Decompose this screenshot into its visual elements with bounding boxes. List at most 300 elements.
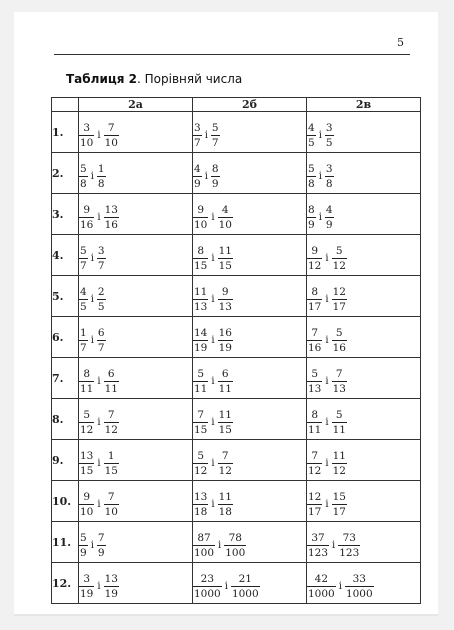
fraction-pair xyxy=(79,409,119,436)
numerator: 1 xyxy=(107,449,115,462)
separator: і xyxy=(204,129,208,141)
fraction-bar xyxy=(193,504,208,505)
denominator: 16 xyxy=(308,341,322,354)
fraction xyxy=(79,491,94,518)
fraction-bar xyxy=(104,422,119,423)
denominator: 11 xyxy=(332,423,346,436)
numerator: 16 xyxy=(218,326,232,339)
fraction-pair xyxy=(193,491,233,518)
row-number: 9. xyxy=(52,440,79,481)
row-number: 8. xyxy=(52,399,79,440)
denominator: 15 xyxy=(104,464,118,477)
table-row xyxy=(52,194,421,235)
fraction-pair-cell xyxy=(307,563,421,604)
separator: і xyxy=(211,334,215,346)
denominator: 11 xyxy=(80,382,94,395)
separator: і xyxy=(224,580,228,592)
fraction xyxy=(79,163,88,190)
numerator: 5 xyxy=(80,162,87,175)
fraction xyxy=(224,532,246,559)
fraction-bar xyxy=(307,504,322,505)
fraction-pair-cell xyxy=(193,276,307,317)
numerator: 2 xyxy=(97,285,105,298)
denominator: 10 xyxy=(80,505,94,518)
separator: і xyxy=(211,293,215,305)
numerator: 13 xyxy=(104,203,118,216)
numerator: 78 xyxy=(228,531,242,544)
fraction-bar xyxy=(332,463,347,464)
denominator: 9 xyxy=(325,218,333,231)
numerator: 8 xyxy=(83,367,91,380)
column-header: 2а xyxy=(79,98,193,112)
numerator: 11 xyxy=(218,244,232,257)
fraction-pair xyxy=(79,286,106,313)
fraction-bar xyxy=(104,381,119,382)
numerator: 7 xyxy=(311,449,319,462)
numerator: 6 xyxy=(97,326,105,339)
denominator: 10 xyxy=(104,136,118,149)
fraction xyxy=(193,122,202,149)
fraction xyxy=(104,409,119,436)
row-number: 3. xyxy=(52,194,79,235)
denominator: 17 xyxy=(332,300,346,313)
table-row xyxy=(52,522,421,563)
fraction xyxy=(104,573,119,600)
table-row xyxy=(52,563,421,604)
fraction-bar xyxy=(218,217,233,218)
table-header-row xyxy=(52,98,421,112)
fraction-bar xyxy=(332,299,347,300)
denominator: 5 xyxy=(325,136,333,149)
fraction xyxy=(97,163,106,190)
caption-text: . Порівняй числа xyxy=(137,72,243,86)
fraction-bar xyxy=(104,463,119,464)
separator: і xyxy=(90,334,94,346)
numerator: 21 xyxy=(238,572,252,585)
fraction xyxy=(218,450,233,477)
denominator: 19 xyxy=(194,341,208,354)
fraction-pair-cell xyxy=(79,194,193,235)
numerator: 5 xyxy=(197,367,205,380)
denominator: 18 xyxy=(218,505,232,518)
denominator: 15 xyxy=(218,259,232,272)
separator: і xyxy=(218,539,222,551)
denominator: 1000 xyxy=(345,587,373,600)
fraction-pair xyxy=(193,450,233,477)
fraction-pair-cell xyxy=(79,399,193,440)
denominator: 9 xyxy=(211,177,219,190)
denominator: 16 xyxy=(332,341,346,354)
row-number: 7. xyxy=(52,358,79,399)
fraction-pair xyxy=(79,573,119,600)
separator: і xyxy=(318,211,322,223)
numerator: 12 xyxy=(308,490,322,503)
separator: і xyxy=(97,375,101,387)
header-rule xyxy=(54,54,410,55)
fraction-bar xyxy=(79,217,94,218)
numerator: 23 xyxy=(200,572,215,585)
fraction-bar xyxy=(332,504,347,505)
denominator: 10 xyxy=(218,218,232,231)
fraction-bar xyxy=(193,176,202,177)
separator: і xyxy=(325,498,329,510)
separator: і xyxy=(97,416,101,428)
fraction xyxy=(218,327,233,354)
separator: і xyxy=(97,129,101,141)
fraction xyxy=(97,245,106,272)
numerator: 4 xyxy=(308,121,315,134)
separator: і xyxy=(90,293,94,305)
fraction-pair-cell xyxy=(193,399,307,440)
fraction-bar xyxy=(218,422,233,423)
denominator: 1000 xyxy=(308,587,335,600)
separator: і xyxy=(325,457,329,469)
fraction-bar xyxy=(79,463,94,464)
fraction-pair-cell xyxy=(79,276,193,317)
fraction-bar xyxy=(307,545,329,546)
fraction xyxy=(307,327,322,354)
fraction-bar xyxy=(104,504,119,505)
fraction-bar xyxy=(338,545,360,546)
separator: і xyxy=(204,170,208,182)
fraction-bar xyxy=(218,463,233,464)
column-header: 2б xyxy=(193,98,307,112)
fraction xyxy=(79,368,94,395)
denominator: 13 xyxy=(194,300,208,313)
separator: і xyxy=(211,252,215,264)
fraction-pair-cell xyxy=(307,194,421,235)
numerator: 7 xyxy=(107,408,115,421)
fraction-bar xyxy=(218,340,233,341)
fraction xyxy=(332,450,347,477)
numerator: 15 xyxy=(332,490,346,503)
numerator: 5 xyxy=(308,162,315,175)
fraction-pair-cell xyxy=(193,112,307,153)
fraction-pair-cell xyxy=(193,317,307,358)
fraction-pair xyxy=(193,122,220,149)
fraction-pair-cell xyxy=(79,112,193,153)
fraction-pair-cell xyxy=(193,153,307,194)
fraction-pair-cell xyxy=(193,522,307,563)
denominator: 7 xyxy=(211,136,219,149)
fraction-bar xyxy=(79,422,94,423)
fraction-bar xyxy=(224,545,246,546)
denominator: 7 xyxy=(80,341,87,354)
fraction-pair xyxy=(193,163,220,190)
row-number: 6. xyxy=(52,317,79,358)
fraction-bar xyxy=(193,299,208,300)
separator: і xyxy=(325,334,329,346)
denominator: 15 xyxy=(194,423,208,436)
numerator: 3 xyxy=(83,572,91,585)
separator: і xyxy=(90,252,94,264)
fraction-pair-cell xyxy=(307,317,421,358)
fraction xyxy=(218,368,233,395)
denominator: 10 xyxy=(104,505,118,518)
fraction-bar xyxy=(79,340,88,341)
fraction xyxy=(307,491,322,518)
numerator: 5 xyxy=(211,121,219,134)
fraction-pair xyxy=(307,122,334,149)
denominator: 9 xyxy=(97,546,105,559)
fraction-pair xyxy=(307,573,374,600)
fraction-pair xyxy=(307,286,347,313)
denominator: 9 xyxy=(308,218,315,231)
fraction-pair xyxy=(307,368,347,395)
numerator: 13 xyxy=(80,449,94,462)
fraction xyxy=(79,573,94,600)
fraction xyxy=(104,450,119,477)
denominator: 9 xyxy=(194,177,201,190)
separator: і xyxy=(211,416,215,428)
separator: і xyxy=(211,457,215,469)
fraction-bar xyxy=(307,258,322,259)
numerator: 14 xyxy=(194,326,208,339)
fraction-bar xyxy=(97,340,106,341)
denominator: 19 xyxy=(80,587,94,600)
numerator: 5 xyxy=(335,408,343,421)
page xyxy=(14,12,438,616)
fraction-pair xyxy=(307,245,347,272)
numerator: 4 xyxy=(80,285,87,298)
fraction-bar xyxy=(193,217,208,218)
fraction-pair-cell xyxy=(79,481,193,522)
fraction xyxy=(211,122,220,149)
numerator: 9 xyxy=(83,203,91,216)
numerator: 11 xyxy=(218,408,232,421)
numerator: 5 xyxy=(83,408,91,421)
fraction-bar xyxy=(332,381,347,382)
fraction xyxy=(79,122,94,149)
denominator: 7 xyxy=(97,341,105,354)
denominator: 9 xyxy=(80,546,87,559)
fraction xyxy=(307,122,316,149)
fraction-bar xyxy=(193,135,202,136)
numerator: 7 xyxy=(221,449,229,462)
numerator: 8 xyxy=(197,244,205,257)
fraction-bar xyxy=(97,545,106,546)
fraction-bar xyxy=(332,422,347,423)
numerator: 4 xyxy=(221,203,229,216)
numerator: 13 xyxy=(194,490,208,503)
table-row xyxy=(52,153,421,194)
fraction xyxy=(307,204,316,231)
separator: і xyxy=(211,375,215,387)
fraction xyxy=(307,450,322,477)
fraction-bar xyxy=(325,217,334,218)
numerator: 3 xyxy=(325,121,333,134)
denominator: 12 xyxy=(104,423,118,436)
denominator: 16 xyxy=(104,218,118,231)
row-number: 1. xyxy=(52,112,79,153)
numerator: 5 xyxy=(335,244,343,257)
numerator: 1 xyxy=(97,162,105,175)
fraction-pair xyxy=(193,327,233,354)
fraction-bar xyxy=(307,381,322,382)
fraction-pair-cell xyxy=(193,194,307,235)
fraction xyxy=(338,532,360,559)
fraction-bar xyxy=(193,340,208,341)
numerator: 12 xyxy=(332,285,346,298)
row-number: 4. xyxy=(52,235,79,276)
separator: і xyxy=(318,129,322,141)
fraction xyxy=(193,368,208,395)
numerator: 4 xyxy=(325,203,333,216)
fraction-bar xyxy=(218,299,233,300)
fraction-bar xyxy=(79,586,94,587)
fraction-pair xyxy=(307,327,347,354)
fraction-bar xyxy=(193,586,222,587)
table-row xyxy=(52,399,421,440)
fraction-bar xyxy=(345,586,374,587)
denominator: 10 xyxy=(80,136,94,149)
fraction-pair-cell xyxy=(193,481,307,522)
numerator: 8 xyxy=(308,203,315,216)
fraction-bar xyxy=(97,176,106,177)
separator: і xyxy=(338,580,342,592)
numerator: 3 xyxy=(83,121,91,134)
fraction-bar xyxy=(307,422,322,423)
denominator: 12 xyxy=(308,259,322,272)
separator: і xyxy=(97,211,101,223)
denominator: 5 xyxy=(308,136,315,149)
fraction-bar xyxy=(193,258,208,259)
denominator: 7 xyxy=(194,136,201,149)
denominator: 17 xyxy=(308,300,322,313)
separator: і xyxy=(97,498,101,510)
caption-bold: Таблиця 2 xyxy=(66,72,137,86)
fraction xyxy=(307,245,322,272)
denominator: 16 xyxy=(80,218,94,231)
numerator: 7 xyxy=(197,408,205,421)
numerator: 5 xyxy=(80,531,87,544)
fraction xyxy=(325,163,334,190)
numerator: 33 xyxy=(352,572,366,585)
denominator: 123 xyxy=(339,546,360,559)
separator: і xyxy=(211,211,215,223)
fraction-bar xyxy=(79,545,88,546)
denominator: 15 xyxy=(218,423,232,436)
numerator: 7 xyxy=(335,367,343,380)
fraction-bar xyxy=(97,258,106,259)
fraction-pair xyxy=(79,163,106,190)
fraction xyxy=(79,327,88,354)
separator: і xyxy=(332,539,336,551)
denominator: 12 xyxy=(332,259,346,272)
numerator: 5 xyxy=(80,244,87,257)
fraction-pair-cell xyxy=(79,235,193,276)
numerator: 3 xyxy=(325,162,333,175)
fraction xyxy=(97,327,106,354)
numerator: 1 xyxy=(80,326,87,339)
fraction-pair xyxy=(79,245,106,272)
fraction xyxy=(345,573,374,600)
fraction xyxy=(97,286,106,313)
denominator: 8 xyxy=(325,177,333,190)
denominator: 11 xyxy=(308,423,322,436)
fraction-pair xyxy=(193,409,233,436)
fraction-bar xyxy=(325,176,334,177)
fraction xyxy=(231,573,260,600)
fraction-pair-cell xyxy=(79,358,193,399)
fraction-pair-cell xyxy=(307,112,421,153)
separator: і xyxy=(90,170,94,182)
fraction-pair xyxy=(193,368,233,395)
denominator: 7 xyxy=(97,259,105,272)
numerator: 5 xyxy=(197,449,205,462)
fraction-pair-cell xyxy=(307,358,421,399)
fraction-pair xyxy=(193,573,260,600)
table-row xyxy=(52,235,421,276)
fraction xyxy=(211,163,220,190)
fraction-bar xyxy=(79,135,94,136)
denominator: 12 xyxy=(194,464,208,477)
fraction xyxy=(325,122,334,149)
numerator: 8 xyxy=(311,408,319,421)
fraction-pair-cell xyxy=(79,522,193,563)
fraction-pair-cell xyxy=(307,276,421,317)
fraction-bar xyxy=(218,258,233,259)
fraction-pair-cell xyxy=(79,153,193,194)
fraction-bar xyxy=(218,504,233,505)
denominator: 1000 xyxy=(194,587,221,600)
separator: і xyxy=(325,375,329,387)
separator: і xyxy=(97,580,101,592)
fraction xyxy=(79,204,94,231)
row-number: 2. xyxy=(52,153,79,194)
separator: і xyxy=(318,170,322,182)
fraction xyxy=(193,532,215,559)
numerator: 9 xyxy=(197,203,205,216)
fraction xyxy=(193,491,208,518)
fraction-bar xyxy=(104,586,119,587)
fraction xyxy=(332,245,347,272)
fraction-pair xyxy=(79,368,119,395)
fraction xyxy=(218,286,233,313)
fraction xyxy=(193,573,222,600)
fraction xyxy=(307,573,336,600)
numerator: 13 xyxy=(104,572,118,585)
denominator: 18 xyxy=(194,505,208,518)
fraction-bar xyxy=(307,176,316,177)
numerator: 3 xyxy=(97,244,105,257)
fraction xyxy=(307,532,329,559)
fraction xyxy=(325,204,334,231)
denominator: 10 xyxy=(194,218,208,231)
fraction xyxy=(193,163,202,190)
fraction-bar xyxy=(307,135,316,136)
fraction xyxy=(104,204,119,231)
fraction-pair-cell xyxy=(307,440,421,481)
separator: і xyxy=(90,539,94,551)
fraction-pair xyxy=(79,491,119,518)
fraction xyxy=(104,491,119,518)
fraction-pair-cell xyxy=(79,440,193,481)
denominator: 13 xyxy=(308,382,322,395)
fraction-pair-cell xyxy=(307,153,421,194)
fraction-bar xyxy=(79,299,88,300)
fraction xyxy=(79,409,94,436)
table-row xyxy=(52,440,421,481)
numerator: 6 xyxy=(107,367,115,380)
fraction-pair xyxy=(307,491,347,518)
fraction-pair-cell xyxy=(307,481,421,522)
numerator: 42 xyxy=(314,572,329,585)
fraction xyxy=(104,122,119,149)
denominator: 100 xyxy=(194,546,215,559)
row-number: 12. xyxy=(52,563,79,604)
fraction xyxy=(218,409,233,436)
